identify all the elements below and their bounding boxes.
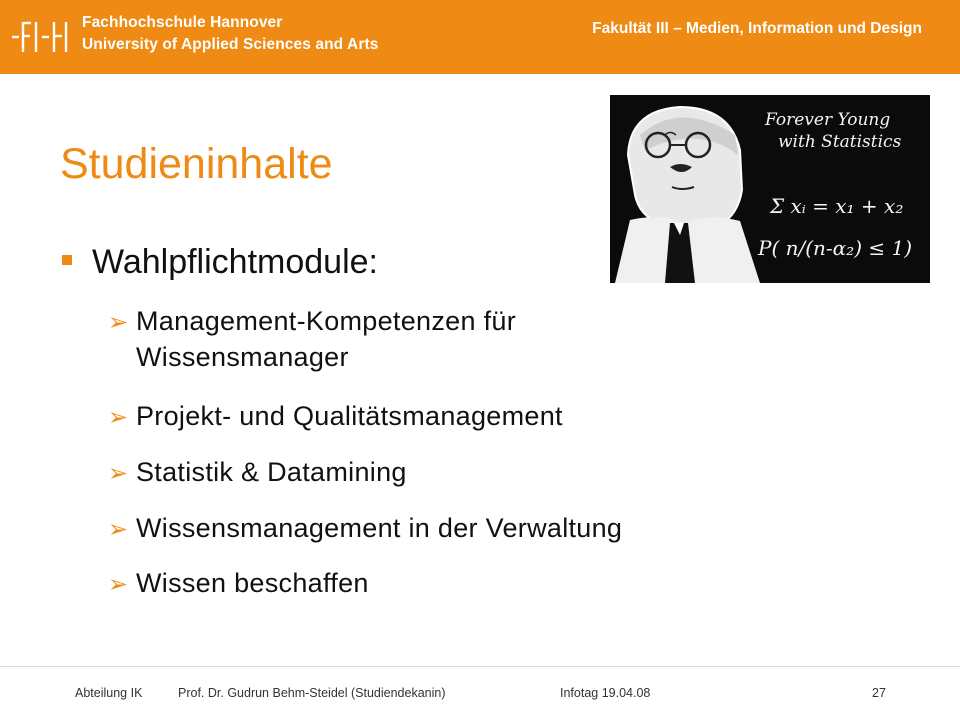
cartoon-caption-line2: with Statistics [778, 132, 902, 152]
cartoon-formula1: Σ xᵢ = x₁ + x₂ [770, 194, 904, 218]
arrow-bullet-icon: ➢ [108, 571, 129, 598]
cartoon-caption-line1: Forever Young [765, 110, 891, 130]
footer-page-number: 27 [872, 686, 886, 700]
university-line1: Fachhochschule Hannover [82, 14, 283, 31]
footer-divider [0, 666, 960, 667]
list-item-label: Wissen beschaffen [136, 568, 369, 598]
bullet-level1 [62, 243, 378, 282]
square-bullet-icon [62, 255, 72, 265]
arrow-bullet-icon: ➢ [108, 309, 129, 336]
list-item [108, 454, 407, 492]
slide-title: Studieninhalte [60, 140, 333, 188]
list-item-label: Management-Kompetenzen für [136, 306, 517, 336]
footer-event: Infotag 19.04.08 [560, 686, 651, 700]
arrow-bullet-icon: ➢ [108, 404, 129, 431]
list-item [108, 565, 369, 603]
arrow-bullet-icon: ➢ [108, 516, 129, 543]
university-name [82, 12, 378, 56]
statistics-cartoon-image [610, 95, 930, 283]
list-item [108, 303, 516, 375]
footer-author: Prof. Dr. Gudrun Behm-Steidel (Studiendekanin) [178, 686, 446, 700]
university-line2: University of Applied Sciences and Arts [82, 36, 379, 53]
cartoon-drawing [610, 95, 930, 283]
arrow-bullet-icon: ➢ [108, 460, 129, 487]
header-bar [0, 0, 960, 74]
fh-logo-icon [10, 20, 70, 54]
list-item [108, 510, 622, 548]
list-item-label-cont: Wissensmanager [136, 342, 349, 372]
list-item [108, 398, 563, 436]
level1-label: Wahlpflichtmodule: [92, 243, 378, 281]
list-item-label: Projekt- und Qualitätsmanagement [136, 401, 563, 431]
list-item-label: Statistik & Datamining [136, 457, 407, 487]
faculty-name: Fakultät III – Medien, Information und Design [592, 20, 922, 37]
footer-department: Abteilung IK [75, 686, 143, 700]
list-item-label: Wissensmanagement in der Verwaltung [136, 513, 623, 543]
cartoon-formula2: P( n/(n-α₂) ≤ 1) [758, 236, 913, 260]
